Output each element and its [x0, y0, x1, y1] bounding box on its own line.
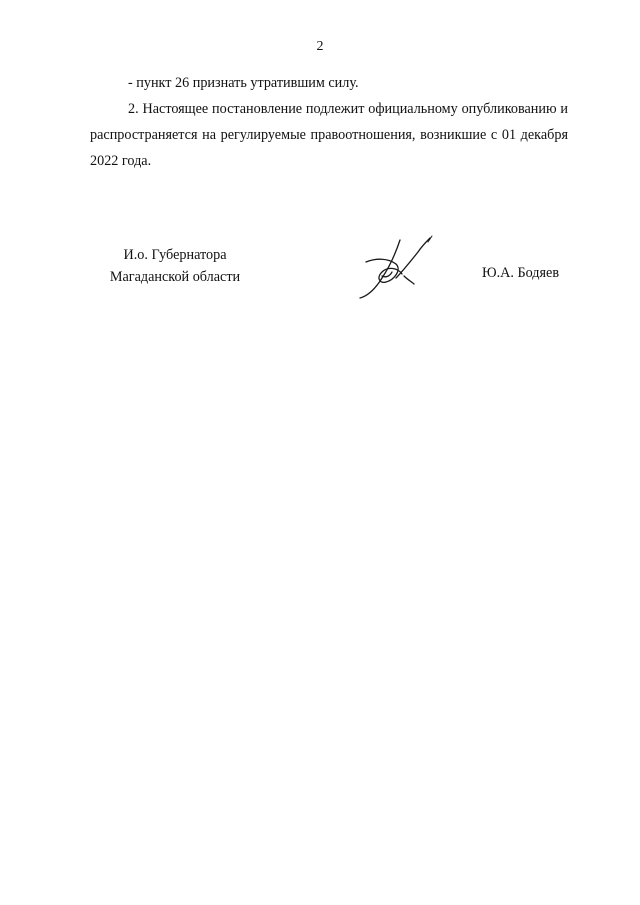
document-body: [90, 70, 568, 174]
page-number: 2: [316, 39, 324, 54]
signatory-position: [90, 244, 260, 288]
paragraph-clause-26: - пункт 26 признать утратившим силу.: [128, 75, 359, 91]
signatory-position-title: И.о. Губернатора: [123, 247, 227, 263]
signatory-position-region: Магаданской области: [109, 269, 241, 285]
signatory-name: Ю.А. Бодяев: [482, 265, 560, 281]
handwritten-signature-icon: [352, 232, 442, 302]
paragraph-publication: 2. Настоящее постановление подлежит официальному опубликованию и распространяется на регулируемые правоотношения, возникшие с 01 декабря 2022 года.: [90, 101, 568, 169]
